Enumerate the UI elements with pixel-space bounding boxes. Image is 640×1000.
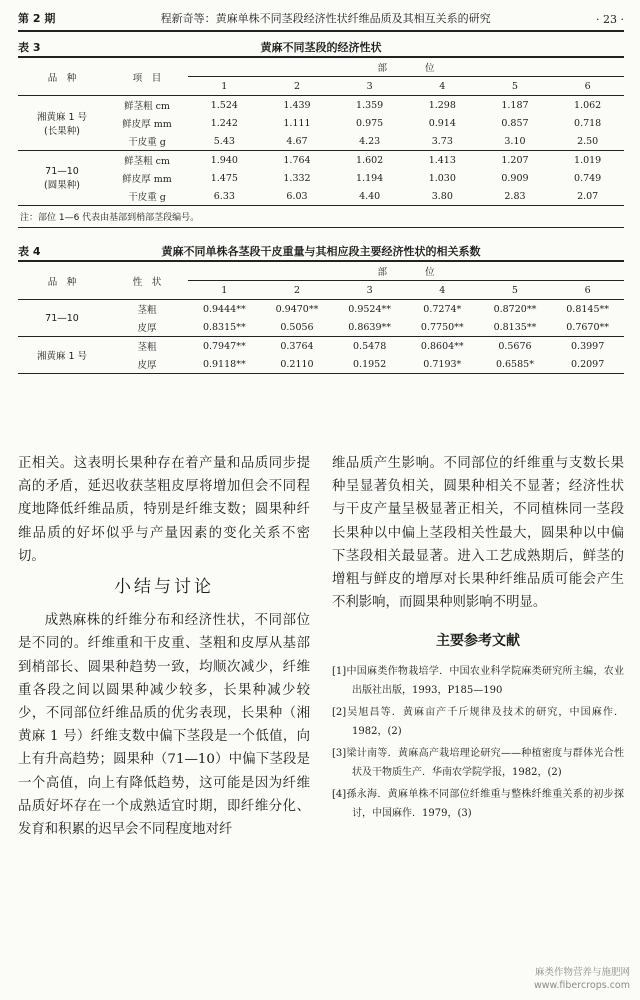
t3-cell: 0.914 <box>428 117 456 129</box>
reference-item: [1]中国麻类作物栽培学．中国农业科学院麻类研究所主编，农业出版社出版，1993，P185—190 <box>332 665 624 696</box>
t4-cell: 0.8639** <box>348 321 392 333</box>
t3-cell: 0.857 <box>501 117 529 129</box>
t3-cell: 1.030 <box>428 172 456 184</box>
t3-cell: 1.194 <box>356 172 384 184</box>
t3-variety: 湘黄麻 1 号 <box>36 112 88 123</box>
t3-cell: 1.439 <box>283 99 311 111</box>
t3-cell: 2.07 <box>577 190 599 202</box>
t3-header-item: 项 目 <box>106 57 188 96</box>
t3-pos: 1 <box>188 77 261 96</box>
table-3-caption <box>18 38 624 56</box>
watermark-url: www.fibercrops.com <box>533 980 630 991</box>
paragraph: 维品质产生影响。不同部位的纤维重与支数长果种呈显著负相关，圆果种相关不显著；经济性状与干皮产量呈极显著正相关，不同植株同一茎段长果种以中偏上茎段相关性最大，圆果种以中偏下茎段相关最显著。进入工艺成熟期后，鲜茎的增粗与鲜皮的增厚对长果种纤维品质可能会产生不利影响，而圆果种则影响不明显。 <box>332 456 624 611</box>
references-title: 主要参考文献 <box>436 633 520 650</box>
t3-cell: 1.602 <box>333 151 406 170</box>
t4-cell: 0.9524** <box>348 303 392 315</box>
t3-cell: 2.83 <box>504 190 526 202</box>
t3-cell: 0.909 <box>501 172 529 184</box>
watermark-site-name: 麻类作物营养与施肥网 <box>534 967 630 978</box>
body-columns <box>18 452 624 841</box>
t3-cell: 6.03 <box>286 190 308 202</box>
t4-cell: 0.5056 <box>280 321 314 333</box>
paragraph: 成熟麻株的纤维分布和经济性状，不同部位是不同的。纤维重和干皮重、茎粗和皮厚从基部到梢部长、圆果种趋势一致，均顺次减少，纤维重各段之间以圆果种减少较多，长果种减少较少，不同部位纤维品质的优劣表现，长果种（湘黄麻 1 号）纤维支数中偏下茎段是一个低值，向上有升高趋势；圆果种（71—10）中偏下茎段是一个高值，向上有降低趋势，这可能是因为纤维品质好坏存在一个成熟适宜时期，即纤维分化、发育和积累的迟早会不同程度地对纤 <box>18 613 310 838</box>
t3-variety-cell <box>18 96 106 151</box>
t3-item: 鲜茎粗 cm <box>124 101 170 112</box>
reference-item: [3]梁计南等．黄麻高产栽培理论研究——种植密度与群体光合性状及干物质生产．华南农学院学报，1982，(2) <box>332 747 624 778</box>
t4-header-trait: 性 状 <box>106 261 188 300</box>
table-row <box>18 132 624 151</box>
t4-cell: 0.8604** <box>406 337 479 356</box>
table-3 <box>18 56 624 206</box>
t3-cell: 1.332 <box>283 172 311 184</box>
table-row <box>18 151 624 170</box>
t3-item: 干皮重 g <box>128 192 166 203</box>
t3-variety: 71—10 <box>45 165 79 177</box>
t3-cell: 1.524 <box>210 99 238 111</box>
t3-pos: 4 <box>406 77 479 96</box>
t4-cell: 0.7750** <box>420 321 464 333</box>
t4-variety: 71—10 <box>45 312 79 324</box>
t4-trait: 茎粗 <box>137 305 157 316</box>
t4-header-variety: 品 种 <box>18 261 106 300</box>
table-3-number: 表 3 <box>18 41 41 54</box>
t4-cell: 0.8145** <box>566 303 610 315</box>
table-row <box>18 300 624 319</box>
t4-cell: 0.5676 <box>479 337 552 356</box>
t3-cell: 1.764 <box>261 151 334 170</box>
t4-pos: 1 <box>188 281 261 300</box>
table-3-title: 黄麻不同茎段的经济性状 <box>260 41 382 54</box>
t4-cell: 0.7193* <box>423 358 462 370</box>
t3-cell: 1.413 <box>406 151 479 170</box>
t3-header-position: 部 位 <box>188 57 624 77</box>
table-4-block <box>18 242 624 374</box>
table-row <box>18 318 624 337</box>
t4-variety: 湘黄麻 1 号 <box>18 337 106 374</box>
t4-pos: 4 <box>406 281 479 300</box>
t4-cell: 0.3764 <box>261 337 334 356</box>
table-4-title: 黄麻不同单株各茎段干皮重量与其相应段主要经济性状的相关系数 <box>161 245 481 258</box>
t3-cell: 1.242 <box>210 117 238 129</box>
t3-cell: 1.111 <box>283 117 311 129</box>
table-4 <box>18 260 624 374</box>
watermark <box>534 966 630 992</box>
t3-item: 鲜皮厚 mm <box>122 174 172 185</box>
t3-cell: 3.73 <box>431 135 453 147</box>
t4-cell: 0.8135** <box>493 321 537 333</box>
t3-cell: 4.40 <box>359 190 381 202</box>
t4-trait: 茎粗 <box>106 337 188 356</box>
t3-cell: 4.23 <box>359 135 381 147</box>
t3-cell: 1.940 <box>188 151 261 170</box>
reference-item: [4]孫永海．黄麻单株不同部位纤维重与整株纤维重关系的初步探讨，中国麻作．1979，(3) <box>332 788 624 819</box>
t3-cell: 6.33 <box>213 190 235 202</box>
t3-variety-cell <box>18 151 106 206</box>
t4-cell: 0.8315** <box>202 321 246 333</box>
t3-cell: 1.062 <box>574 99 602 111</box>
table-row <box>18 355 624 374</box>
t3-cell: 1.298 <box>428 99 456 111</box>
t3-pos: 3 <box>333 77 406 96</box>
t4-cell: 0.7670** <box>566 321 610 333</box>
t4-cell: 0.1952 <box>353 358 387 370</box>
t3-pos: 2 <box>261 77 334 96</box>
t3-cell: 0.975 <box>356 117 384 129</box>
t4-cell: 0.8720** <box>493 303 537 315</box>
t4-trait: 皮厚 <box>137 323 157 334</box>
table-4-number: 表 4 <box>18 245 41 258</box>
table-3-note: 注：部位 1—6 代表由基部到梢部茎段编号。 <box>18 206 624 228</box>
t4-cell: 0.2097 <box>571 358 605 370</box>
t3-pos: 6 <box>551 77 624 96</box>
t4-cell: 0.5478 <box>333 337 406 356</box>
table-row <box>18 337 624 356</box>
t4-cell: 0.2110 <box>280 358 314 370</box>
t3-item: 鲜茎粗 cm <box>106 151 188 170</box>
t3-variety-type: (长果种) <box>44 126 80 137</box>
t4-pos: 6 <box>551 281 624 300</box>
t4-header-position: 部 位 <box>188 261 624 281</box>
t3-pos: 5 <box>479 77 552 96</box>
t4-cell: 0.3997 <box>551 337 624 356</box>
t3-variety-type: (圆果种) <box>44 179 80 191</box>
running-header <box>18 8 624 32</box>
t4-pos: 5 <box>479 281 552 300</box>
page-number: · 23 · <box>596 13 624 26</box>
section-title: 小结与讨论 <box>114 577 214 598</box>
t3-cell: 1.019 <box>551 151 624 170</box>
t4-cell: 0.9470** <box>275 303 319 315</box>
left-column <box>18 452 310 841</box>
right-column <box>332 452 624 841</box>
t3-cell: 3.10 <box>504 135 526 147</box>
t3-cell: 4.67 <box>286 135 308 147</box>
t3-cell: 1.207 <box>479 151 552 170</box>
table-row <box>18 187 624 206</box>
t4-trait: 皮厚 <box>137 360 157 371</box>
reference-item: [2]吴旭昌等．黄麻亩产千斤规律及技术的研究，中国麻作．1982，(2) <box>332 706 624 737</box>
t3-item: 鲜皮厚 mm <box>122 119 172 130</box>
t3-cell: 0.718 <box>574 117 602 129</box>
t4-cell: 0.6585* <box>495 358 534 370</box>
t4-pos: 2 <box>261 281 334 300</box>
t3-cell: 1.187 <box>501 99 529 111</box>
page <box>18 8 624 374</box>
t3-cell: 1.475 <box>210 172 238 184</box>
table-row <box>18 96 624 115</box>
t4-cell: 0.9118** <box>202 358 246 370</box>
t4-cell: 0.7274* <box>423 303 462 315</box>
t3-cell: 3.80 <box>431 190 453 202</box>
t4-cell: 0.7947** <box>188 337 261 356</box>
t3-item: 干皮重 g <box>128 137 166 148</box>
table-row <box>18 114 624 132</box>
paragraph: 正相关。这表明长果种存在着产量和品质同步提高的矛盾，延迟收获茎粗皮厚将增加但会不同程度地降低纤维品质，特别是纤维支数；圆果种纤维品质的好坏似乎与产量因素的变化关系不密切。 <box>18 456 310 564</box>
t3-cell: 1.359 <box>356 99 384 111</box>
t3-cell: 2.50 <box>577 135 599 147</box>
table-3-block <box>18 38 624 228</box>
table-4-caption <box>18 242 624 260</box>
issue-number: 第 2 期 <box>18 12 56 25</box>
t3-cell: 0.749 <box>574 172 602 184</box>
t3-cell: 5.43 <box>213 135 235 147</box>
table-row <box>18 169 624 187</box>
t3-header-variety: 品 种 <box>18 57 106 96</box>
t4-pos: 3 <box>333 281 406 300</box>
t4-cell: 0.9444** <box>202 303 246 315</box>
running-title: 程新奇等：黄麻单株不同茎段经济性状纤维品质及其相互关系的研究 <box>160 12 491 25</box>
